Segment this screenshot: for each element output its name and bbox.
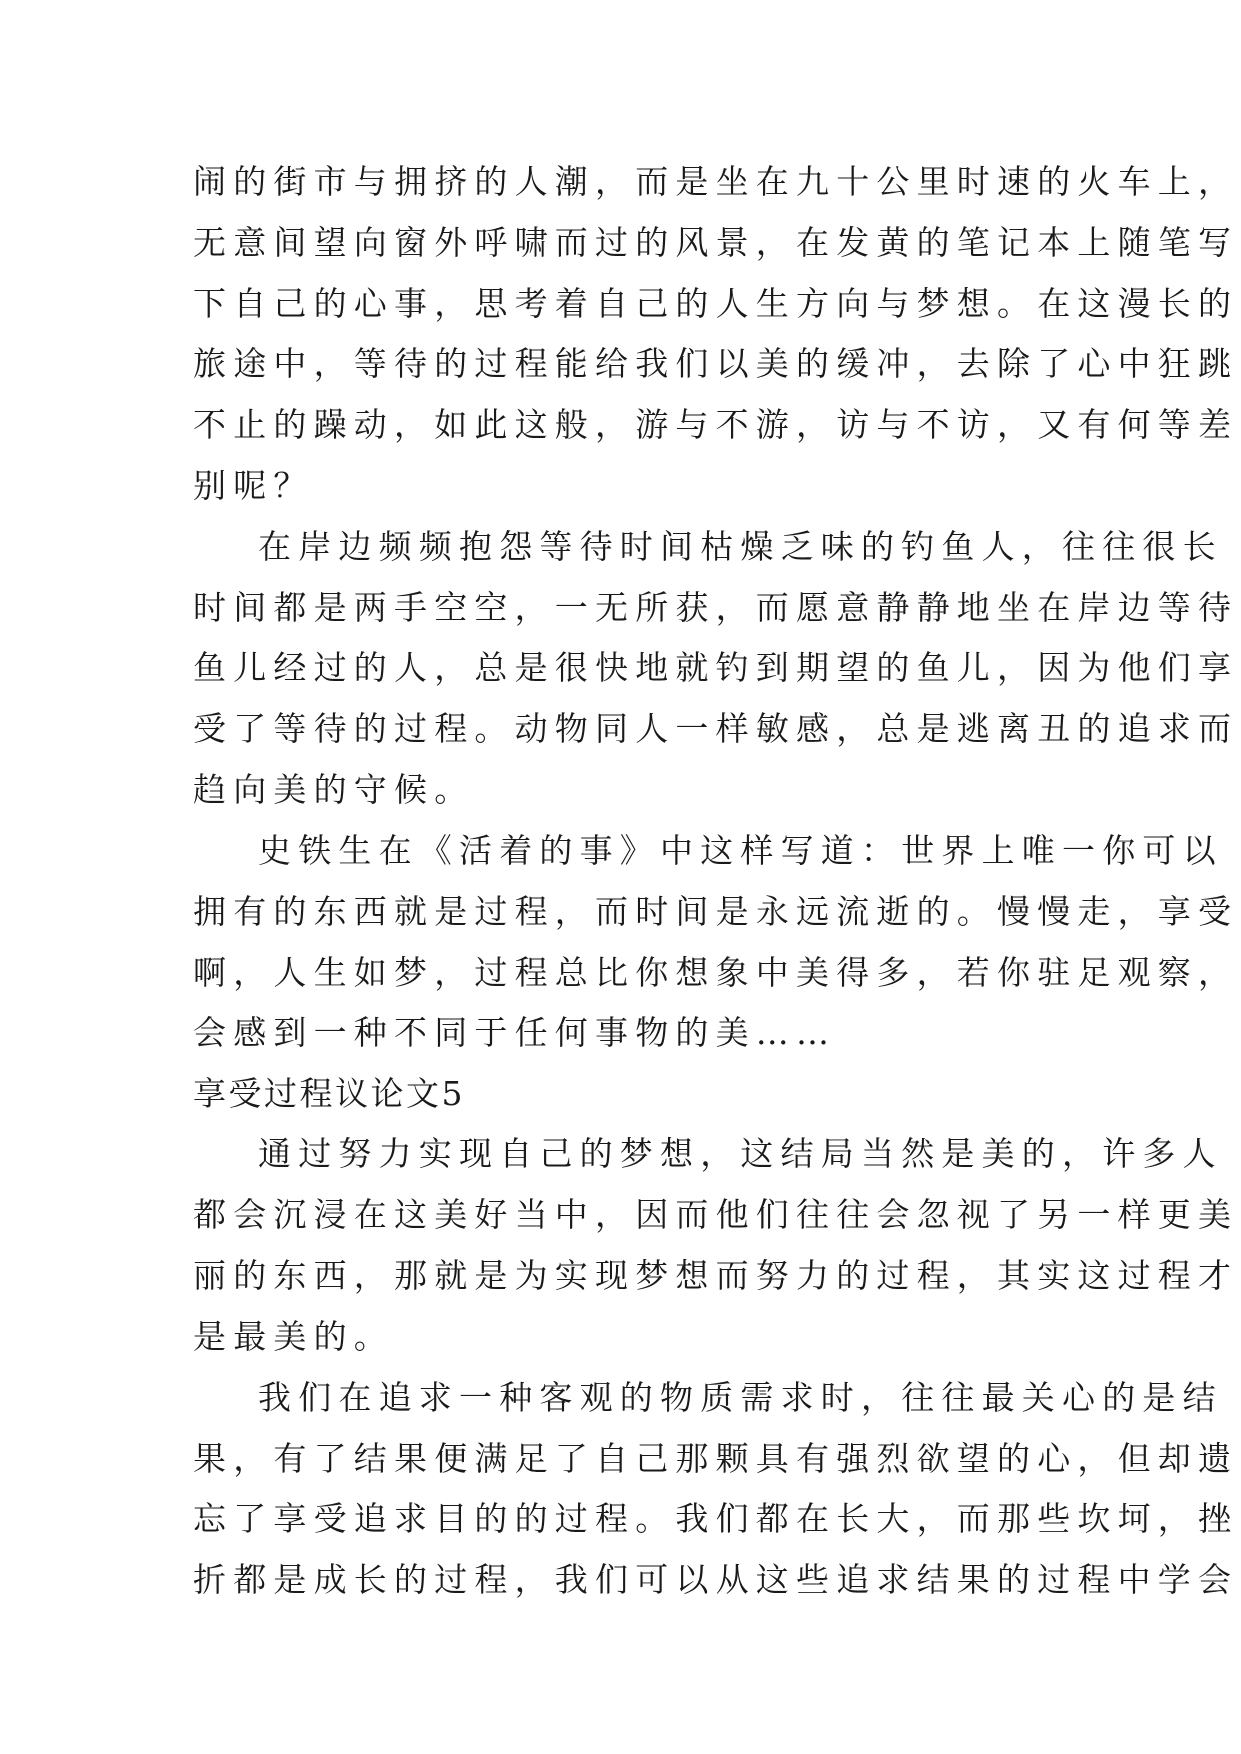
section-heading: 享受过程议论文5 [193,1074,465,1113]
text-line: 果，有了结果便满足了自己那颗具有强烈欲望的心，但却遗 [193,1439,1239,1478]
text-line: 趋向美的守候。 [193,770,475,809]
text-line: 丽的东西，那就是为实现梦想而努力的过程，其实这过程才 [193,1256,1239,1295]
text-line: 时间都是两手空空，一无所获，而愿意静静地坐在岸边等待 [193,588,1239,627]
text-line: 无意间望向窗外呼啸而过的风景，在发黄的笔记本上随笔写 [193,223,1239,262]
text-line: 受了等待的过程。动物同人一样敏感，总是逃离丑的追求而 [193,709,1239,748]
paragraph-first-line: 通过努力实现自己的梦想，这结局当然是美的，许多人 [258,1134,1223,1173]
text-line: 啊，人生如梦，过程总比你想象中美得多，若你驻足观察， [193,953,1239,992]
text-line: 是最美的。 [193,1317,394,1356]
text-line: 忘了享受追求目的的过程。我们都在长大，而那些坎坷，挫 [193,1499,1239,1538]
text-line: 鱼儿经过的人，总是很快地就钓到期望的鱼儿，因为他们享 [193,648,1239,687]
paragraph-first-line: 史铁生在《活着的事》中这样写道：世界上唯一你可以 [258,831,1223,870]
text-line: 旅途中，等待的过程能给我们以美的缓冲，去除了心中狂跳 [193,344,1239,383]
text-line: 折都是成长的过程，我们可以从这些追求结果的过程中学会 [193,1560,1239,1599]
text-line: 都会沉浸在这美好当中，因而他们往往会忽视了另一样更美 [193,1195,1239,1234]
text-line: 闹的街市与拥挤的人潮，而是坐在九十公里时速的火车上， [193,162,1239,201]
text-line: 不止的躁动，如此这般，游与不游，访与不访，又有何等差 [193,405,1239,444]
paragraph-first-line: 在岸边频频抱怨等待时间枯燥乏味的钓鱼人，往往很长 [258,527,1223,566]
text-line: 拥有的东西就是过程，而时间是永远流逝的。慢慢走，享受 [193,892,1239,931]
paragraph-first-line: 我们在追求一种客观的物质需求时，往往最关心的是结 [258,1378,1223,1417]
text-line: 别呢？ [193,466,314,505]
text-line: 会感到一种不同于任何事物的美…… [193,1013,837,1052]
text-line: 下自己的心事，思考着自己的人生方向与梦想。在这漫长的 [193,284,1239,323]
